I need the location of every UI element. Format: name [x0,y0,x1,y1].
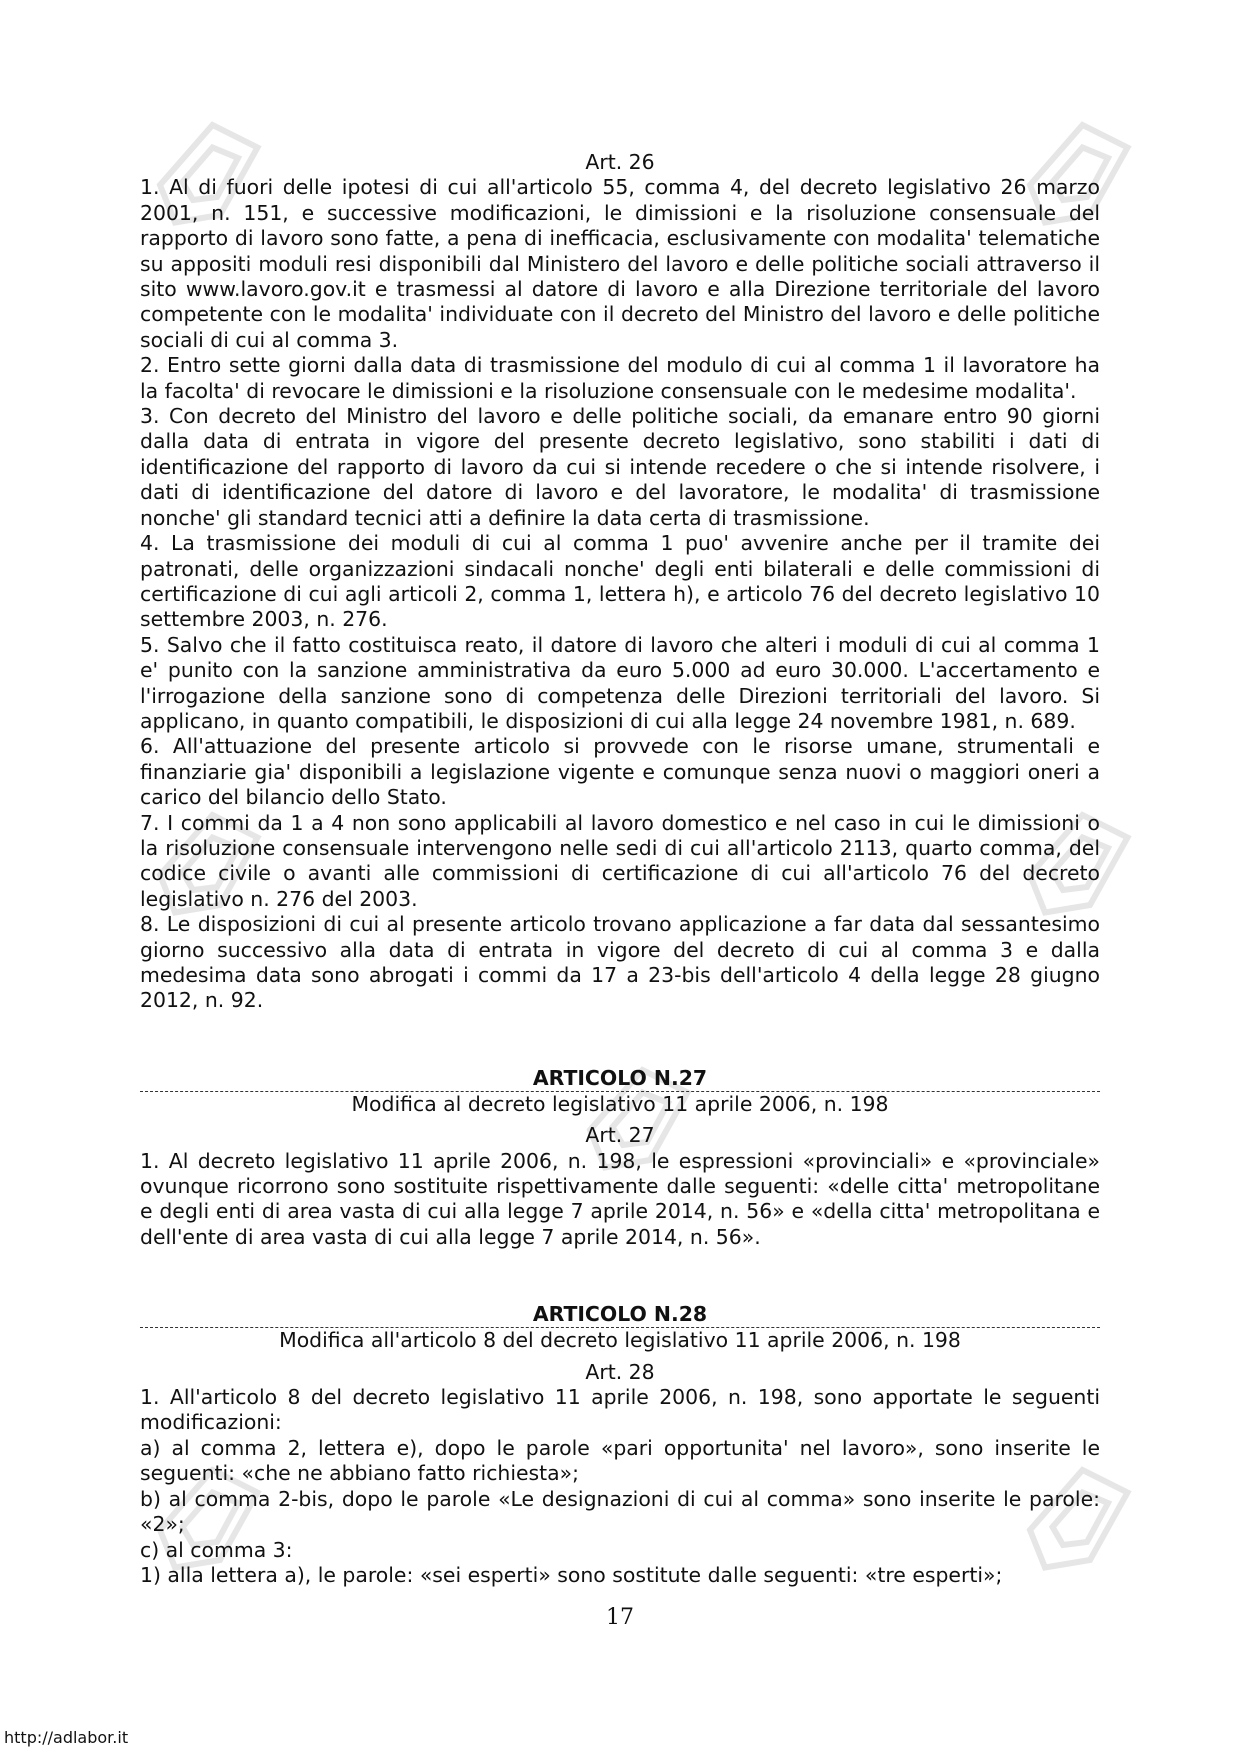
article-28-item-b: b) al comma 2-bis, dopo le parole «Le designazioni di cui al comma» sono inserite le parole: «2»; [140,1486,1100,1537]
article-28-paragraph-1: 1. All'articolo 8 del decreto legislativo 11 aprile 2006, n. 198, sono apportate le seguenti modificazioni: [140,1385,1100,1435]
article-27-title: ARTICOLO N.27 [140,1066,1100,1092]
article-26-paragraph-3: 3. Con decreto del Ministro del lavoro e delle politiche sociali, da emanare entro 90 giorni dalla data di entrata in vigore del presente decreto legislativo, sono stabiliti i dati di identificazione del rapporto di lavoro da cui si intende recedere o che si intende risolvere, i dati di identificazione del datore di lavoro e del lavoratore, le modalita' di trasmissione nonche' gli standard tecnici atti a definire la data certa di trasmissione. [140,404,1100,530]
article-26-paragraph-7: 7. I commi da 1 a 4 non sono applicabili al lavoro domestico e nel caso in cui le dimissioni o la risoluzione consensuale intervengono nelle sedi di cui all'articolo 2113, quarto comma, del codice civile o avanti alle commissioni di certificazione di cui all'articolo 76 del decreto legislativo n. 276 del 2003. [140,810,1100,911]
article-26-paragraph-6: 6. All'attuazione del presente articolo si provvede con le risorse umane, strumentali e finanziarie gia' disponibili a legislazione vigente e comunque senza nuovi o maggiori oneri a carico del bilancio dello Stato. [140,734,1100,810]
article-26-paragraph-5: 5. Salvo che il fatto costituisca reato, il datore di lavoro che alteri i moduli di cui al comma 1 e' punito con la sanzione amministrativa da euro 5.000 ad euro 30.000. L'accertamento e l'irrogazione della sanzione sono di competenza delle Direzioni territoriali del lavoro. Si applicano, in quanto compatibili, le disposizioni di cui alla legge 24 novembre 1981, n. 689. [140,632,1100,733]
article-28-item-a: a) al comma 2, lettera e), dopo le parole «pari opportunita' nel lavoro», sono inserite le seguenti: «che ne abbiano fatto richiesta»; [140,1435,1100,1486]
article-28-item-c1: 1) alla lettera a), le parole: «sei esperti» sono sostitute dalle seguenti: «tre esperti»; [140,1562,1003,1587]
article-28-title: ARTICOLO N.28 [140,1302,1100,1328]
document-body [140,150,1100,1588]
article-26-heading: Art. 26 [585,150,655,174]
site-link[interactable]: http://adlabor.it [4,1728,129,1747]
article-27-paragraph-1: 1. Al decreto legislativo 11 aprile 2006, n. 198, le espressioni «provinciali» e «provinciale» ovunque ricorrono sono sostituite rispettivamente dalle seguenti: «delle citta' metropolitane e degli enti di area vasta di cui alla legge 7 aprile 2014, n. 56» e «della citta' metropolitana e dell'ente di area vasta di cui alla legge 7 aprile 2014, n. 56». [140,1148,1100,1249]
article-28-heading: Art. 28 [585,1359,655,1384]
article-27-subtitle: Modifica al decreto legislativo 11 aprile 2006, n. 198 [351,1091,889,1116]
article-28-subtitle: Modifica all'articolo 8 del decreto legislativo 11 aprile 2006, n. 198 [279,1328,961,1353]
article-26-paragraph-8: 8. Le disposizioni di cui al presente articolo trovano applicazione a far data dal sessantesimo giorno successivo alla data di entrata in vigore del decreto di cui al comma 3 e dalla medesima data sono abrogati i commi da 17 a 23-bis dell'articolo 4 della legge 28 giugno 2012, n. 92. [140,912,1100,1013]
article-28-item-c: c) al comma 3: [140,1537,293,1562]
article-26-paragraph-4: 4. La trasmissione dei moduli di cui al comma 1 puo' avvenire anche per il tramite dei patronati, delle organizzazioni sindacali nonche' degli enti bilaterali e delle commissioni di certificazione di cui agli articoli 2, comma 1, lettera h), e articolo 76 del decreto legislativo 10 settembre 2003, n. 276. [140,531,1100,632]
article-26-paragraph-1: 1. Al di fuori delle ipotesi di cui all'articolo 55, comma 4, del decreto legislativo 26 marzo 2001, n. 151, e successive modificazioni, le dimissioni e la risoluzione consensuale del rapporto di lavoro sono fatte, a pena di inefficacia, esclusivamente con modalita' telematiche su appositi moduli resi disponibili dal Ministero del lavoro e delle politiche sociali attraverso il sito www.lavoro.gov.it e trasmessi al datore di lavoro e alla Direzione territoriale del lavoro competente con le modalita' individuate con il decreto del Ministro del lavoro e delle politiche sociali di cui al comma 3. [140,175,1100,352]
article-26-paragraph-2: 2. Entro sette giorni dalla data di trasmissione del modulo di cui al comma 1 il lavoratore ha la facolta' di revocare le dimissioni e la risoluzione consensuale con le medesime modalita'. [140,353,1100,403]
article-27-heading: Art. 27 [585,1123,655,1148]
page-number: 17 [606,1605,634,1630]
